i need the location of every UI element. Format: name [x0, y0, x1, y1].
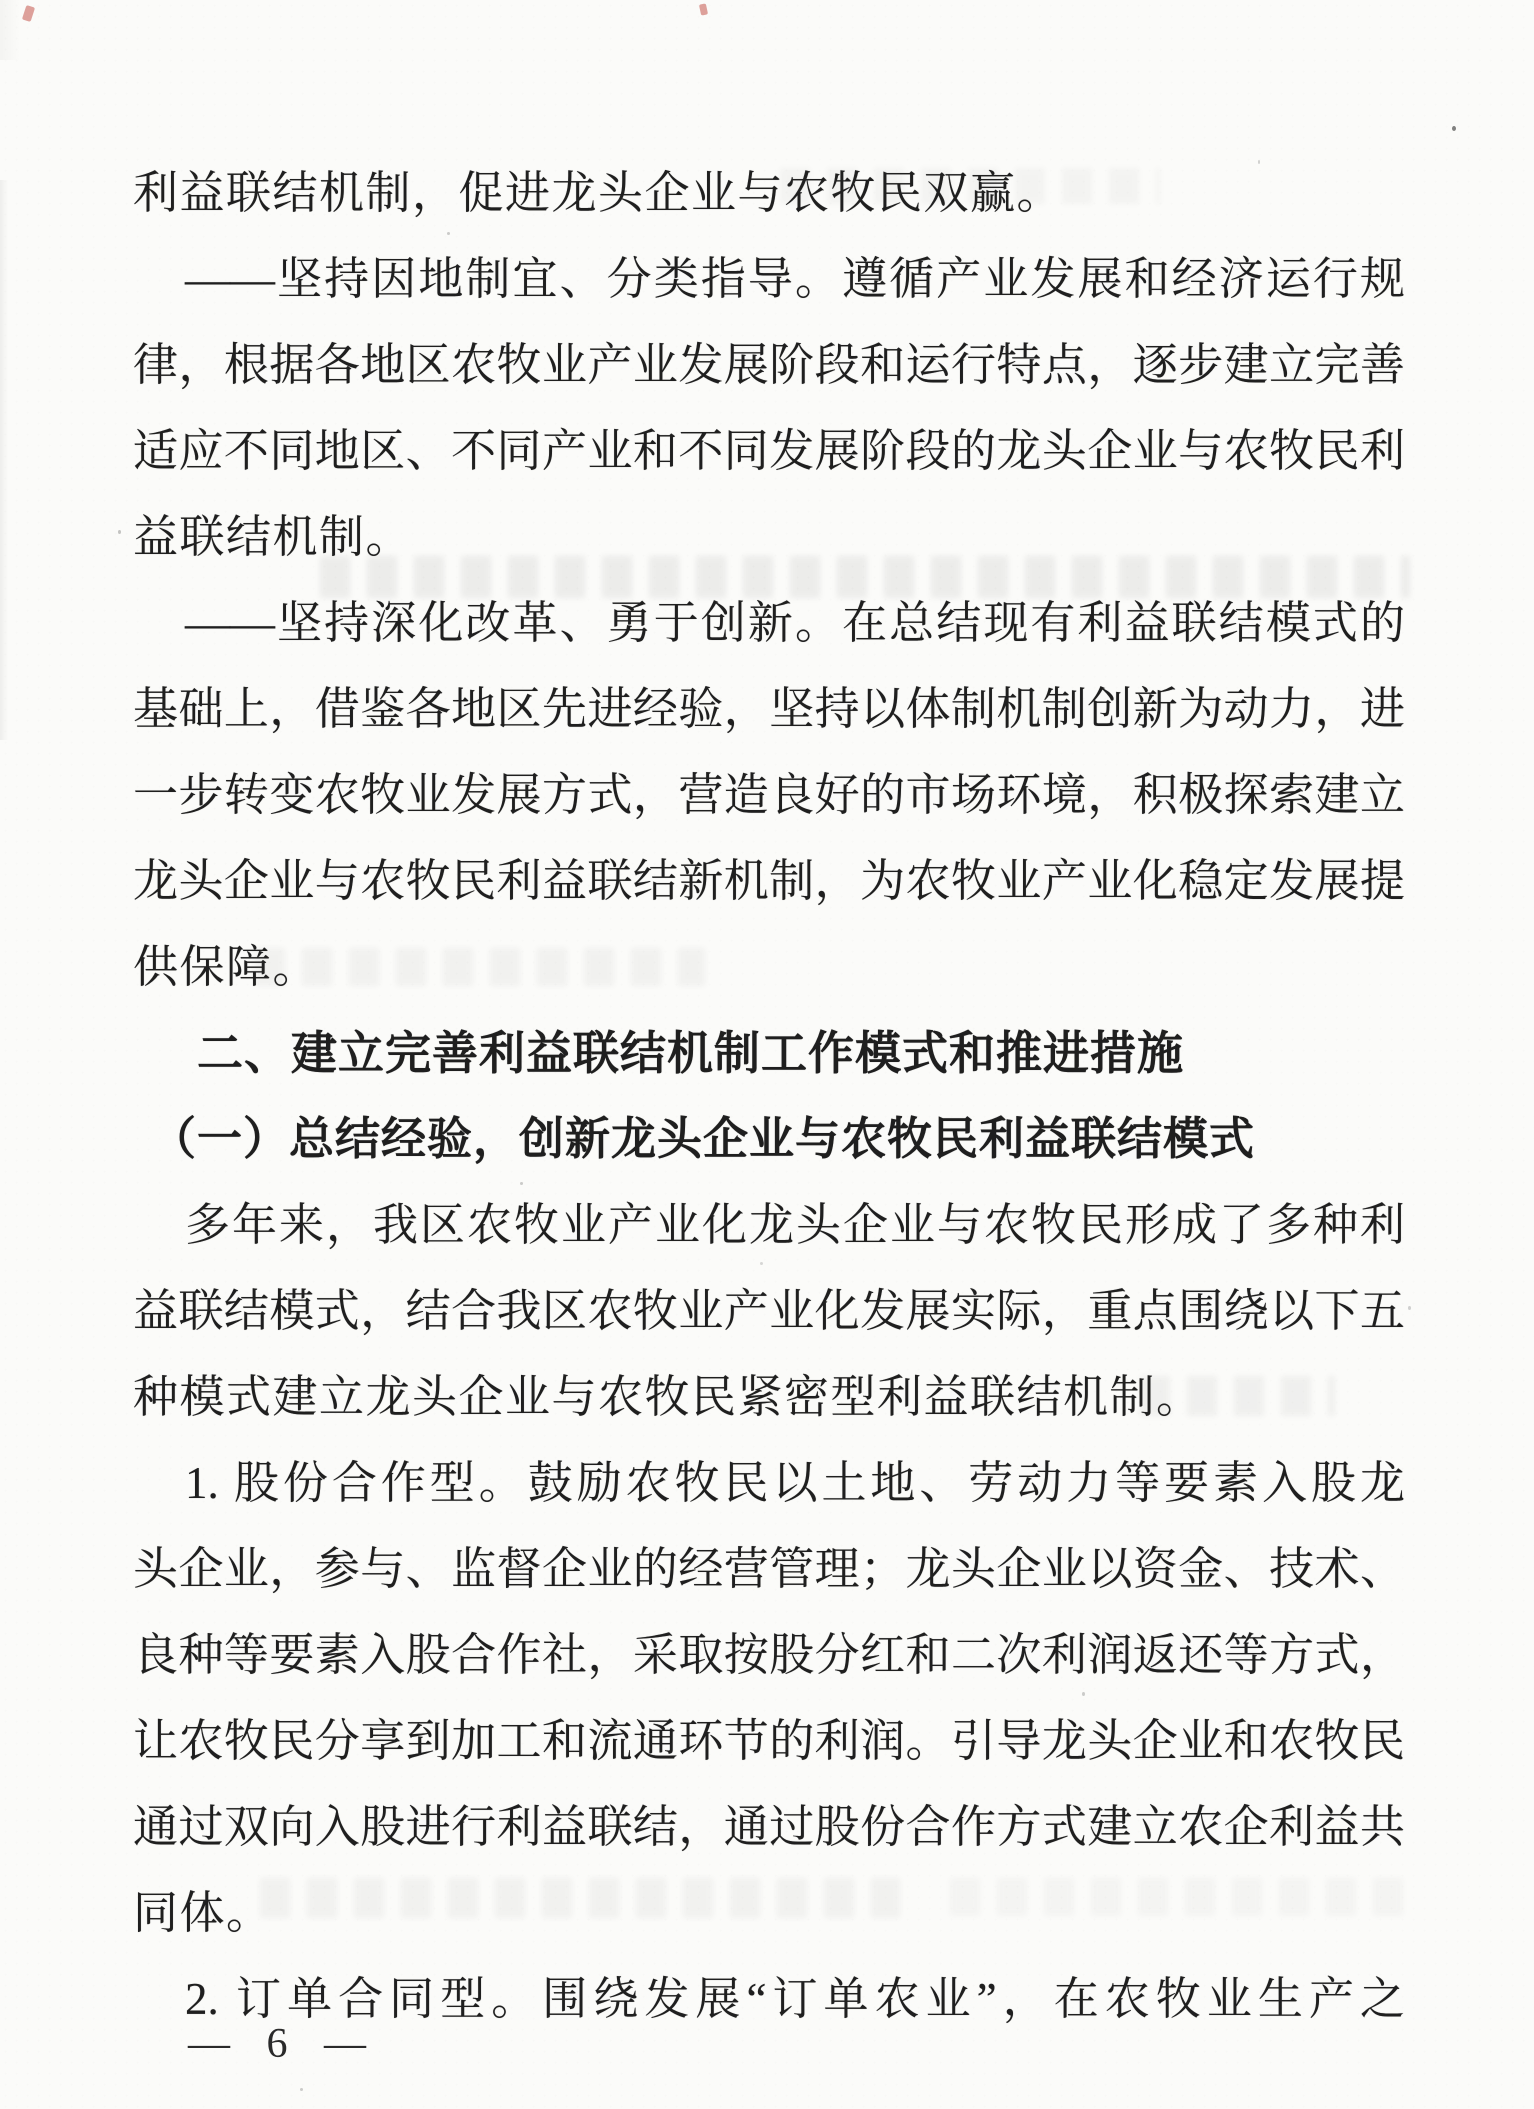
body-line-22: 2. 订单合同型。围绕发展“订单农业”，在农牧业生产之 [185, 1974, 1405, 2024]
scan-speck [1452, 126, 1456, 131]
body-line-3: 律，根据各地区农牧业产业发展阶段和运行特点，逐步建立完善 [133, 340, 1405, 390]
page-footer [188, 2014, 366, 2074]
body-line-20: 通过双向入股进行利益联结，通过股份合作方式建立农企利益共 [133, 1802, 1405, 1852]
scan-edge-shadow [0, 180, 8, 740]
footer-dash-left: — [188, 2021, 230, 2067]
body-line-5: 益联结机制。 [133, 512, 413, 562]
body-line-2: ——坚持因地制宜、分类指导。遵循产业发展和经济运行规 [185, 254, 1405, 304]
body-line-13: 多年来，我区农牧业产业化龙头企业与农牧民形成了多种利 [185, 1200, 1405, 1250]
body-line-8: 一步转变农牧业发展方式，营造良好的市场环境，积极探索建立 [133, 770, 1405, 820]
scan-speck [118, 530, 121, 534]
red-ink-speck [699, 3, 708, 15]
document-body [133, 150, 1405, 2042]
section-heading: 二、建立完善利益联结机制工作模式和推进措施 [197, 1027, 1184, 1079]
body-line-21: 同体。 [133, 1888, 273, 1938]
subsection-heading: （一）总结经验，创新龙头企业与农牧民利益联结模式 [151, 1114, 1256, 1164]
body-line-4: 适应不同地区、不同产业和不同发展阶段的龙头企业与农牧民利 [133, 426, 1405, 476]
body-line-7: 基础上，借鉴各地区先进经验，坚持以体制机制创新为动力，进 [133, 684, 1405, 734]
scan-speck [1408, 1306, 1411, 1310]
body-line-10: 供保障。 [133, 942, 320, 992]
scan-speck [300, 2088, 303, 2091]
body-line-14: 益联结模式，结合我区农牧业产业化发展实际，重点围绕以下五 [133, 1286, 1405, 1336]
red-ink-speck [22, 5, 35, 22]
body-line-16: 1. 股份合作型。鼓励农牧民以土地、劳动力等要素入股龙 [185, 1458, 1405, 1508]
body-line-17: 头企业，参与、监督企业的经营管理；龙头企业以资金、技术、 [133, 1544, 1405, 1594]
footer-dash-right: — [324, 2021, 366, 2067]
body-line-1: 利益联结机制，促进龙头企业与农牧民双赢。 [133, 168, 1064, 218]
scan-edge-shadow [0, 0, 20, 60]
page-number: 6 [266, 2021, 288, 2067]
body-line-19: 让农牧民分享到加工和流通环节的利润。引导龙头企业和农牧民 [133, 1716, 1405, 1766]
body-line-6: ——坚持深化改革、勇于创新。在总结现有利益联结模式的 [185, 598, 1405, 648]
body-line-15: 种模式建立龙头企业与农牧民紧密型利益联结机制。 [133, 1372, 1203, 1422]
body-line-18: 良种等要素入股合作社，采取按股分红和二次利润返还等方式， [133, 1630, 1405, 1680]
body-line-9: 龙头企业与农牧民利益联结新机制，为农牧业产业化稳定发展提 [133, 856, 1405, 906]
